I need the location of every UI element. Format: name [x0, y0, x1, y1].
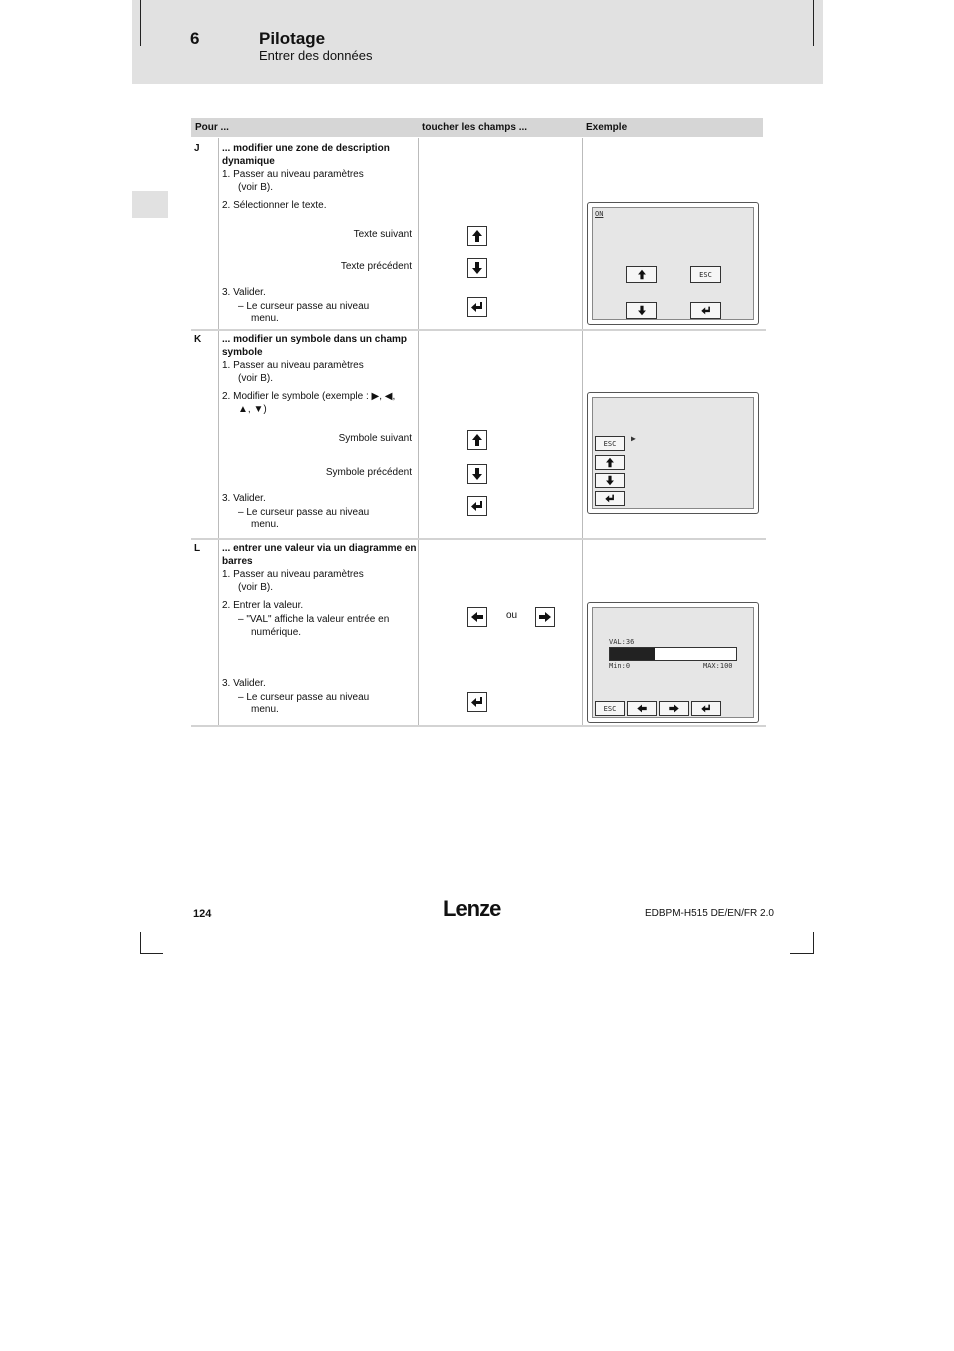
- example-screen: [587, 202, 759, 325]
- screen-enter-button[interactable]: [691, 701, 721, 716]
- row-letter: K: [194, 334, 202, 345]
- bar-max-label: MAX:100: [703, 662, 733, 670]
- step-text: 3. Valider.: [222, 678, 266, 689]
- note-text: numérique.: [251, 627, 302, 638]
- screen-up-button[interactable]: [626, 266, 657, 283]
- chapter-number: 6: [190, 29, 200, 48]
- screen-display: [592, 607, 754, 718]
- crop-mark: [813, 932, 814, 954]
- arrow-right-icon: [668, 703, 680, 714]
- arrow-left-key[interactable]: [467, 607, 487, 627]
- step-text: 2. Entrer la valeur.: [222, 600, 304, 611]
- arrow-down-icon: [470, 261, 484, 275]
- step-text: 1. Passer au niveau paramètres: [222, 360, 364, 371]
- screen-esc-button[interactable]: ESC: [595, 436, 625, 451]
- crop-mark: [813, 0, 814, 46]
- action-label: Texte précédent: [340, 261, 412, 272]
- bar-min-label: Min:0: [609, 662, 631, 670]
- screen-display: [592, 207, 754, 320]
- step-text: (voir B).: [238, 582, 273, 593]
- bar-value-label: VAL:36: [609, 638, 635, 646]
- brand-logo: Lenze: [443, 896, 501, 921]
- arrow-up-icon: [470, 433, 484, 447]
- col-header-pour: Pour ...: [195, 122, 229, 133]
- bar-fill: [610, 648, 655, 660]
- chapter-title: Pilotage: [259, 29, 326, 48]
- bar-graph[interactable]: [609, 647, 737, 661]
- crop-mark: [790, 953, 814, 954]
- screen-right-button[interactable]: [659, 701, 689, 716]
- enter-key[interactable]: [467, 496, 487, 516]
- example-screen: [587, 392, 759, 514]
- example-screen: [587, 602, 759, 723]
- crop-mark: [140, 953, 163, 954]
- or-label: ou: [506, 610, 518, 621]
- enter-icon: [700, 305, 712, 316]
- enter-icon: [470, 695, 484, 709]
- row-divider: [191, 725, 766, 727]
- action-label: Texte suivant: [353, 229, 412, 240]
- enter-key[interactable]: [467, 297, 487, 317]
- screen-enter-button[interactable]: [690, 302, 721, 319]
- note-text: menu.: [251, 704, 279, 715]
- step-text: (voir B).: [238, 182, 273, 193]
- step-text: ▲, ▼): [238, 404, 267, 415]
- col-header-toucher: toucher les champs ...: [422, 122, 528, 133]
- note-text: – Le curseur passe au niveau: [238, 507, 370, 518]
- row-title: ... modifier une zone de description dynamique: [222, 143, 390, 167]
- step-text: 2. Modifier le symbole (exemple : ▶, ◀,: [222, 391, 396, 402]
- step-text: (voir B).: [238, 373, 273, 384]
- note-text: menu.: [251, 313, 279, 324]
- arrow-up-icon: [604, 457, 616, 468]
- screen-label-on: ON: [595, 210, 604, 218]
- column-divider: [418, 138, 419, 726]
- col-header-exemple: Exemple: [586, 122, 628, 133]
- screen-left-button[interactable]: [627, 701, 657, 716]
- screen-display: [592, 397, 754, 509]
- header-band: [132, 0, 823, 84]
- enter-key[interactable]: [467, 692, 487, 712]
- row-title: ... entrer une valeur via un diagramme en barres: [222, 543, 417, 567]
- screen-up-button[interactable]: [595, 455, 625, 470]
- note-text: menu.: [251, 519, 279, 530]
- chapter-subtitle: Entrer des données: [259, 48, 373, 63]
- enter-icon: [700, 703, 712, 714]
- step-text: 2. Sélectionner le texte.: [222, 200, 327, 211]
- arrow-left-icon: [470, 610, 484, 624]
- screen-esc-button[interactable]: ESC: [690, 266, 721, 283]
- arrow-right-key[interactable]: [535, 607, 555, 627]
- arrow-right-icon: [538, 610, 552, 624]
- enter-icon: [470, 300, 484, 314]
- arrow-up-icon: [636, 269, 648, 280]
- row-title: ... modifier un symbole dans un champ symbole: [222, 334, 408, 358]
- note-text: – Le curseur passe au niveau: [238, 301, 370, 312]
- step-text: 3. Valider.: [222, 493, 266, 504]
- screen-down-button[interactable]: [626, 302, 657, 319]
- note-text: – "VAL" affiche la valeur entrée en: [238, 614, 390, 625]
- row-letter: J: [194, 143, 200, 154]
- enter-icon: [470, 499, 484, 513]
- row-letter: L: [194, 543, 201, 554]
- page-number: 124: [193, 908, 212, 920]
- arrow-down-icon: [470, 467, 484, 481]
- row-divider: [191, 329, 766, 331]
- screen-symbol: ▶: [631, 434, 636, 443]
- screen-down-button[interactable]: [595, 473, 625, 488]
- arrow-down-icon: [636, 305, 648, 316]
- row-divider: [191, 538, 766, 540]
- screen-enter-button[interactable]: [595, 491, 625, 506]
- note-text: – Le curseur passe au niveau: [238, 692, 370, 703]
- action-label: Symbole précédent: [325, 467, 412, 478]
- column-divider: [582, 138, 583, 726]
- arrow-up-key[interactable]: [467, 430, 487, 450]
- crop-mark: [140, 0, 141, 46]
- arrow-down-key[interactable]: [467, 464, 487, 484]
- arrow-down-icon: [604, 475, 616, 486]
- action-label: Symbole suivant: [338, 433, 412, 444]
- document-id: EDBPM-H515 DE/EN/FR 2.0: [645, 908, 774, 919]
- arrow-down-key[interactable]: [467, 258, 487, 278]
- arrow-left-icon: [636, 703, 648, 714]
- arrow-up-key[interactable]: [467, 226, 487, 246]
- side-tab: [132, 191, 168, 218]
- arrow-up-icon: [470, 229, 484, 243]
- step-text: 1. Passer au niveau paramètres: [222, 169, 364, 180]
- enter-icon: [604, 493, 616, 504]
- step-text: 1. Passer au niveau paramètres: [222, 569, 364, 580]
- step-text: 3. Valider.: [222, 287, 266, 298]
- crop-mark: [140, 932, 141, 954]
- screen-esc-button[interactable]: ESC: [595, 701, 625, 716]
